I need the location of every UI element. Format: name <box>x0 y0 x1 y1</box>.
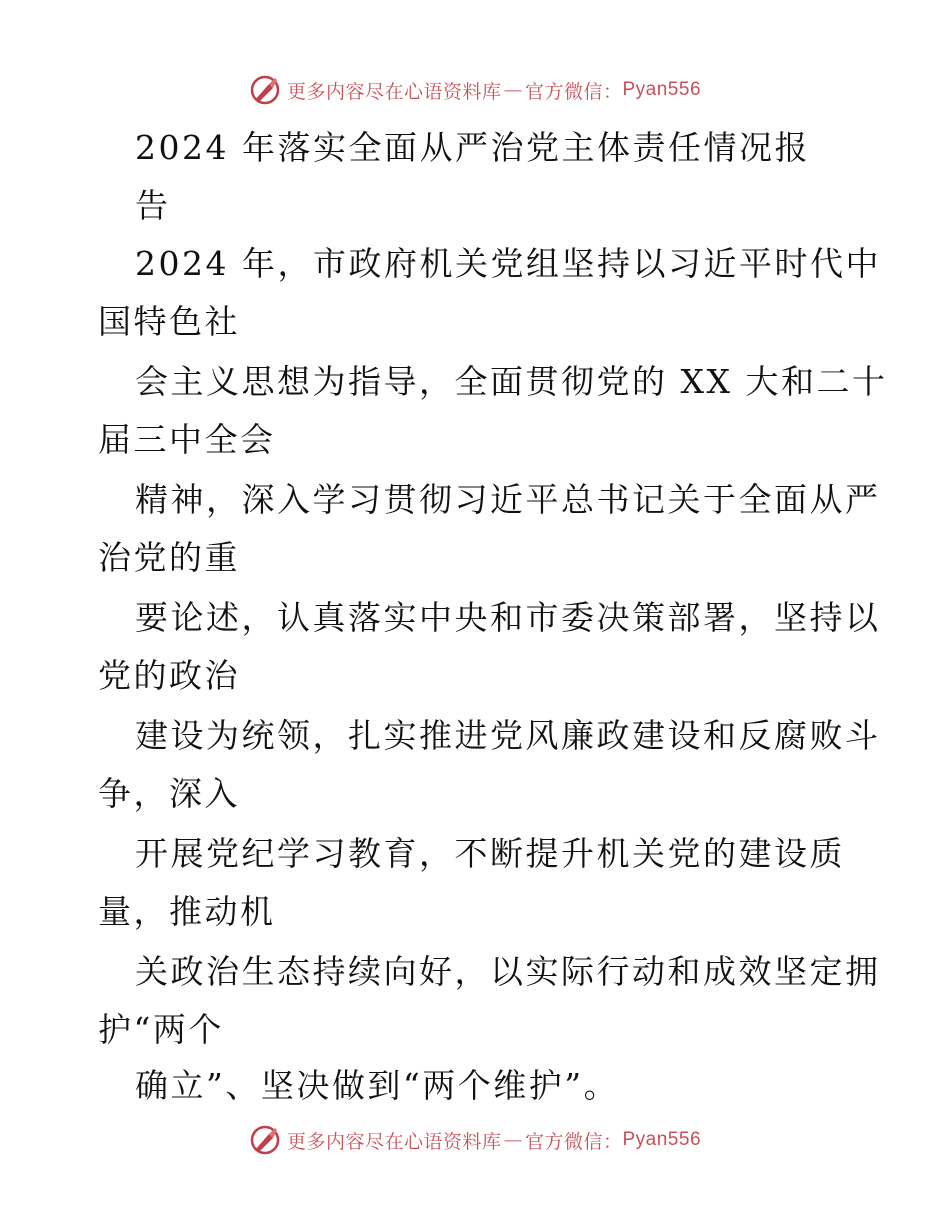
watermark-separator: — <box>503 79 523 101</box>
watermark-official-label: 官方微信： <box>524 80 623 103</box>
paragraph-line: 治党的重 <box>98 538 240 577</box>
paragraph-line: 确立”、坚决做到“两个维护”。 <box>135 1066 620 1105</box>
watermark-separator: — <box>503 1129 523 1151</box>
paragraph-line: 关政治生态持续向好，以实际行动和成效坚定拥 <box>135 952 881 991</box>
paragraph-line: 建设为统领，扎实推进党风廉政建设和反腐败斗 <box>135 716 881 755</box>
paragraph-line: 争，深入 <box>98 774 240 813</box>
paragraph-line: 要论述，认真落实中央和市委决策部署，坚持以 <box>135 598 881 637</box>
paragraph-line: 量，推动机 <box>98 892 276 931</box>
watermark-main-text: 更多内容尽在心语资料库 <box>286 80 502 103</box>
watermark-official-label: 官方微信： <box>524 1130 623 1153</box>
document-title-line-1: 2024 年落实全面从严治党主体责任情况报 <box>135 128 810 167</box>
paragraph-line: 护“两个 <box>98 1010 224 1049</box>
watermark-main-text: 更多内容尽在心语资料库 <box>286 1130 502 1153</box>
pen-logo-icon <box>249 1124 281 1156</box>
watermark-wechat-id: Pyan556 <box>622 1129 702 1150</box>
footer-watermark <box>0 1120 950 1160</box>
paragraph-line: 精神，深入学习贯彻习近平总书记关于全面从严 <box>135 480 881 519</box>
watermark-wechat-id: Pyan556 <box>622 79 702 100</box>
paragraph-line: 党的政治 <box>98 656 240 695</box>
paragraph-line: 会主义思想为指导，全面贯彻党的 XX 大和二十 <box>135 362 888 401</box>
paragraph-line: 届三中全会 <box>98 420 276 459</box>
paragraph-line: 国特色社 <box>98 302 240 341</box>
document-title-line-2: 告 <box>135 186 171 225</box>
paragraph-line: 2024 年，市政府机关党组坚持以习近平时代中 <box>135 244 881 283</box>
paragraph-line: 开展党纪学习教育，不断提升机关党的建设质 <box>135 834 845 873</box>
